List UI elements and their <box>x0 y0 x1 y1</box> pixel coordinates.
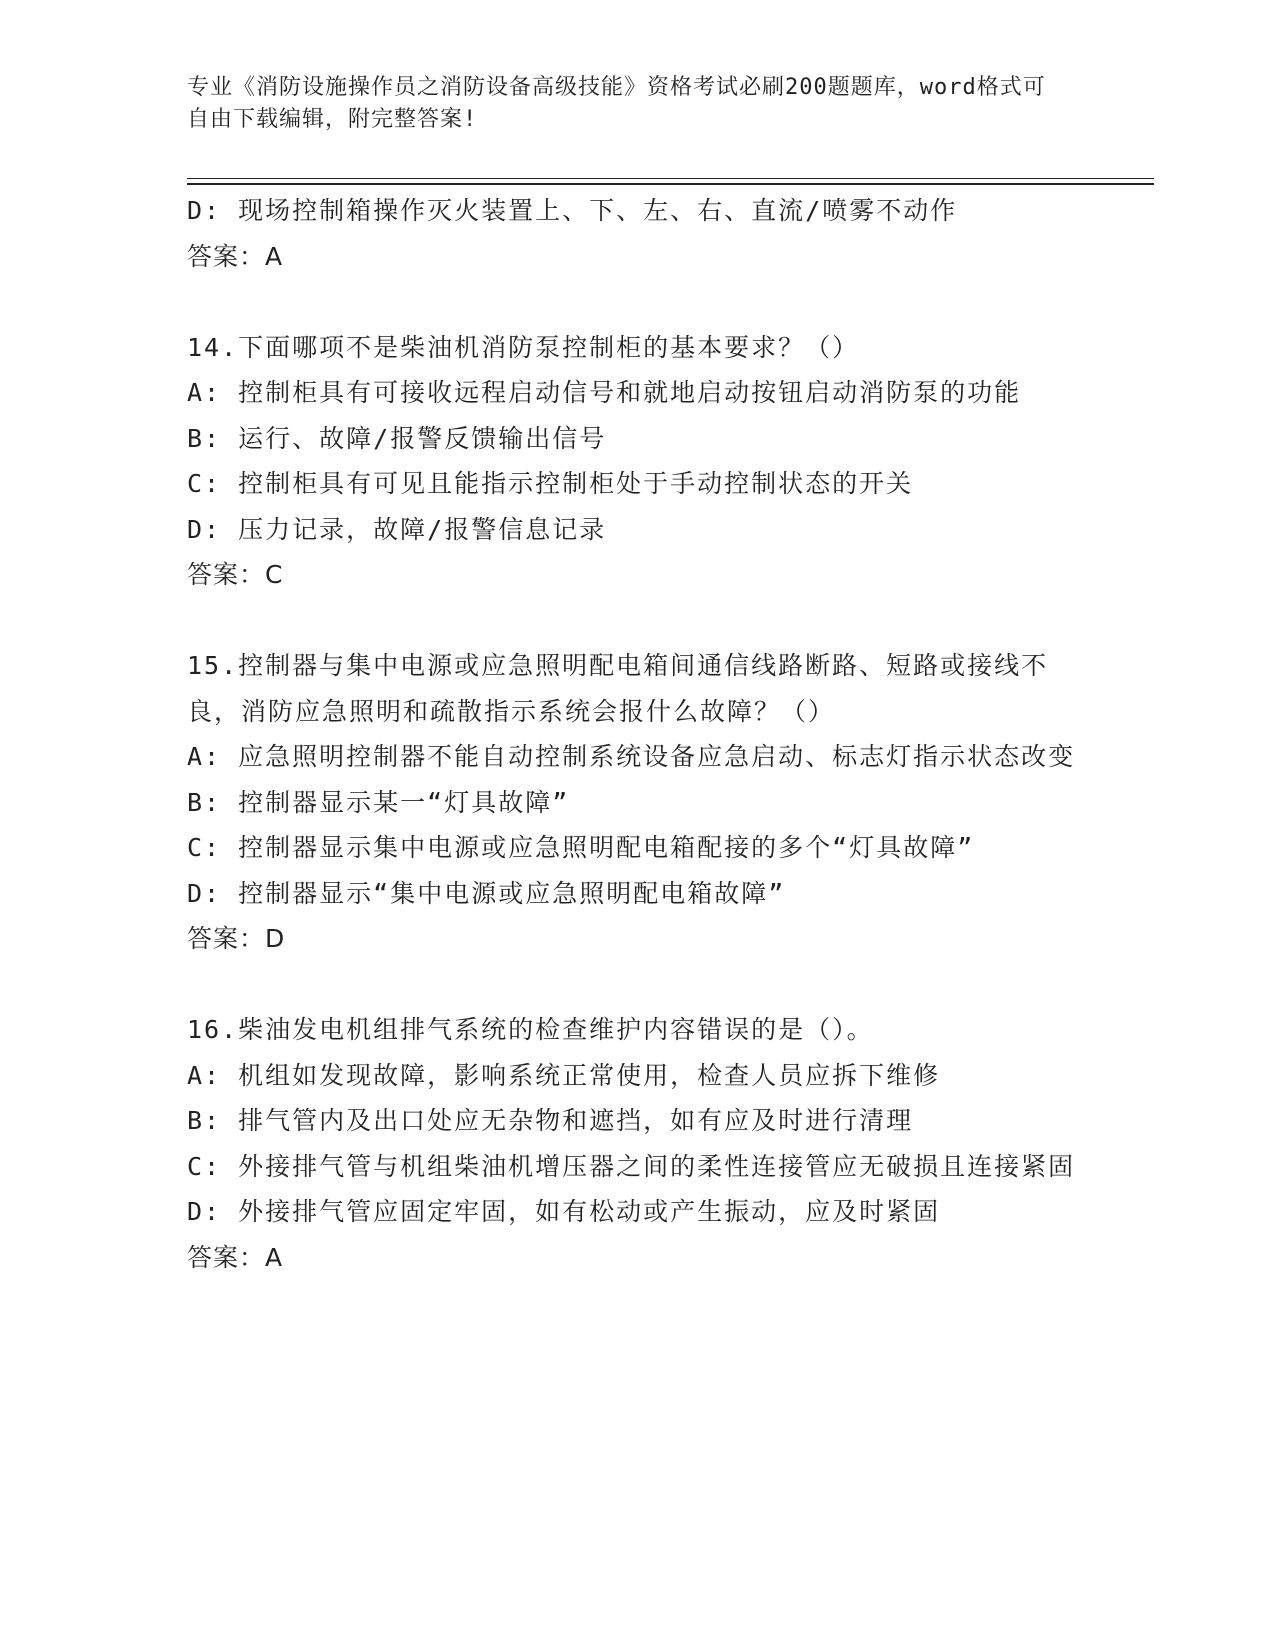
question-14 <box>187 325 1087 598</box>
question-stem: 14.下面哪项不是柴油机消防泵控制柜的基本要求？（） <box>187 332 860 362</box>
question-stem: 15.控制器与集中电源或应急照明配电箱间通信线路断路、短路或接线不良，消防应急照明和疏散指示系统会报什么故障？（） <box>187 651 1049 726</box>
document-header: 专业《消防设施操作员之消防设备高级技能》资格考试必刷200题题库，word格式可自由下载编辑，附完整答案! <box>187 75 1046 132</box>
answer-label: 答案：C <box>187 560 284 589</box>
option-b: B: 运行、故障/报警反馈输出信号 <box>187 423 607 453</box>
answer-label: 答案：A <box>187 1242 284 1272</box>
option-c: C: 外接排气管与机组柴油机增压器之间的柔性连接管应无破损且连接紧固 <box>187 1151 1076 1181</box>
answer-label: 答案：D <box>187 924 286 953</box>
header-divider-thick <box>187 183 1154 185</box>
option-b: B: 控制器显示某一“灯具故障” <box>187 787 570 817</box>
spacer <box>187 962 1087 1008</box>
option-a: A: 机组如发现故障，影响系统正常使用，检查人员应拆下维修 <box>187 1060 941 1090</box>
option-c: C: 控制器显示集中电源或应急照明配电箱配接的多个“灯具故障” <box>187 833 975 862</box>
partial-question-13 <box>187 188 1087 279</box>
option-a: A: 应急照明控制器不能自动控制系统设备应急启动、标志灯指示状态改变 <box>187 742 1076 771</box>
option-c: C: 控制柜具有可见且能指示控制柜处于手动控制状态的开关 <box>187 469 914 498</box>
option-d: D: 外接排气管应固定牢固，如有松动或产生振动，应及时紧固 <box>187 1197 941 1226</box>
spacer <box>187 598 1087 644</box>
option-d: D: 现场控制箱操作灭火装置上、下、左、右、直流/喷雾不动作 <box>187 196 958 225</box>
spacer <box>187 279 1087 325</box>
question-15 <box>187 643 1087 962</box>
option-d: D: 控制器显示“集中电源或应急照明配电箱故障” <box>187 878 786 908</box>
question-16 <box>187 1007 1087 1280</box>
answer-label: 答案：A <box>187 241 284 271</box>
option-b: B: 排气管内及出口处应无杂物和遮挡，如有应及时进行清理 <box>187 1106 914 1135</box>
header-divider-thin <box>187 178 1154 179</box>
option-a: A: 控制柜具有可接收远程启动信号和就地启动按钮启动消防泵的功能 <box>187 378 1022 407</box>
question-stem: 16.柴油发电机组排气系统的检查维护内容错误的是（）。 <box>187 1015 874 1044</box>
option-d: D: 压力记录，故障/报警信息记录 <box>187 514 607 544</box>
question-list <box>187 188 1087 1280</box>
